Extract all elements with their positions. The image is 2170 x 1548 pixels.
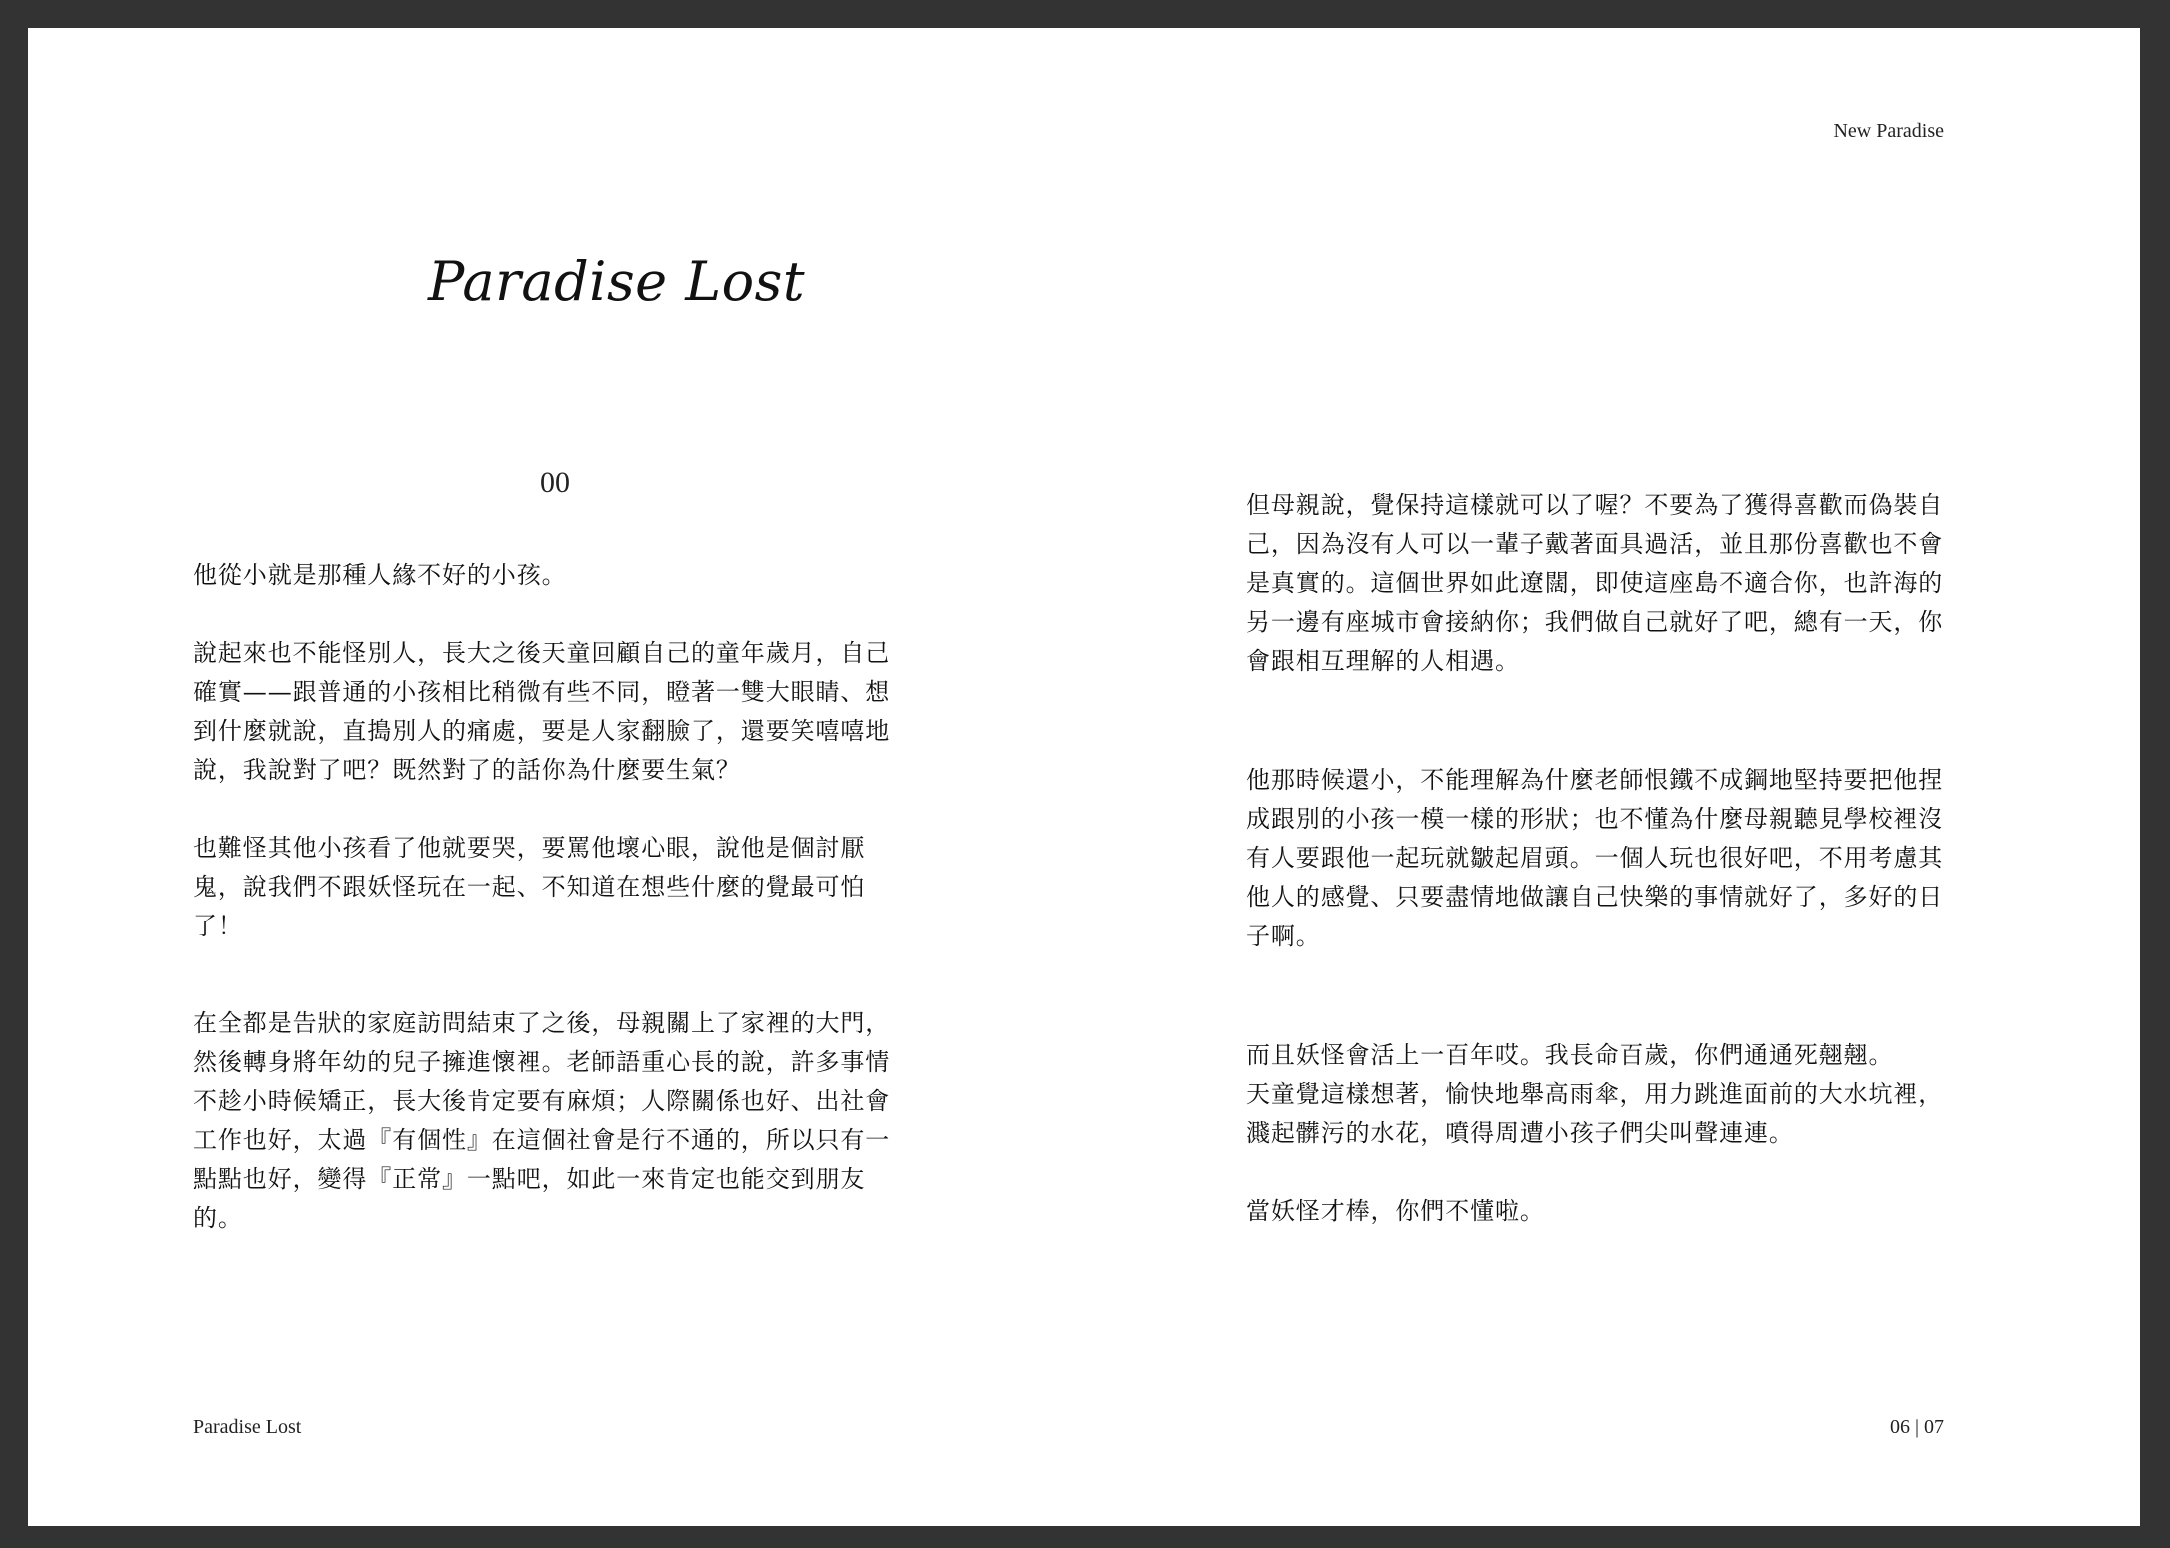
chapter-title: Paradise Lost	[428, 250, 806, 313]
paragraph: 但母親說，覺保持這樣就可以了喔？不要為了獲得喜歡而偽裝自 己，因為沒有人可以一輩子戴著面具過活，並且那份喜歡也不會 是真實的。這個世界如此遼闊，即使這座島不適合你，也許海的 另一邊有座城市會接納你；我們做自己就好了吧，總有一天，你 會跟相互理解的人相遇。	[1246, 491, 1944, 675]
book-spread	[28, 28, 2140, 1526]
right-column	[1246, 486, 1974, 1231]
paragraph: 當妖怪才棒，你們不懂啦。	[1246, 1197, 1545, 1225]
paragraph: 他從小就是那種人緣不好的小孩。	[193, 561, 567, 589]
paragraph: 也難怪其他小孩看了他就要哭，要罵他壞心眼，說他是個討厭 鬼，說我們不跟妖怪玩在一起、不知道在想些什麼的覺最可怕 了！	[193, 834, 866, 940]
running-header: New Paradise	[1833, 120, 1944, 142]
left-column	[193, 556, 921, 1238]
paragraph: 他那時候還小，不能理解為什麼老師恨鐵不成鋼地堅持要把他捏 成跟別的小孩一模一樣的形狀；也不懂為什麼母親聽見學校裡沒 有人要跟他一起玩就皺起眉頭。一個人玩也很好吧，不用考慮其 他人的感覺、只要盡情地做讓自己快樂的事情就好了，多好的日 子啊。	[1246, 766, 1944, 950]
running-footer: Paradise Lost	[193, 1416, 302, 1438]
paragraph: 在全都是告狀的家庭訪問結束了之後，母親關上了家裡的大門， 然後轉身將年幼的兒子擁進懷裡。老師語重心長的說，許多事情 不趁小時候矯正，長大後肯定要有麻煩；人際關係也好、出社會 工作也好，太過『有個性』在這個社會是行不通的，所以只有一 點點也好，變得『正常』一點吧，如此一來肯定也能交到朋友 的。	[193, 1009, 891, 1232]
paragraph: 而且妖怪會活上一百年哎。我長命百歲，你們通通死翹翹。 天童覺這樣想著，愉快地舉高雨傘，用力跳進面前的大水坑裡， 濺起髒污的水花，噴得周遭小孩子們尖叫聲連連。	[1246, 1041, 1944, 1147]
paragraph: 說起來也不能怪別人，長大之後天童回顧自己的童年歲月，自己 確實——跟普通的小孩相比稍微有些不同，瞪著一雙大眼睛、想 到什麼就說，直搗別人的痛處，要是人家翻臉了，還要笑嘻嘻地 說，我說對了吧？既然對了的話你為什麼要生氣？	[193, 639, 891, 784]
chapter-number: 00	[540, 466, 570, 499]
page-numbers: 06 | 07	[1889, 1416, 1944, 1438]
